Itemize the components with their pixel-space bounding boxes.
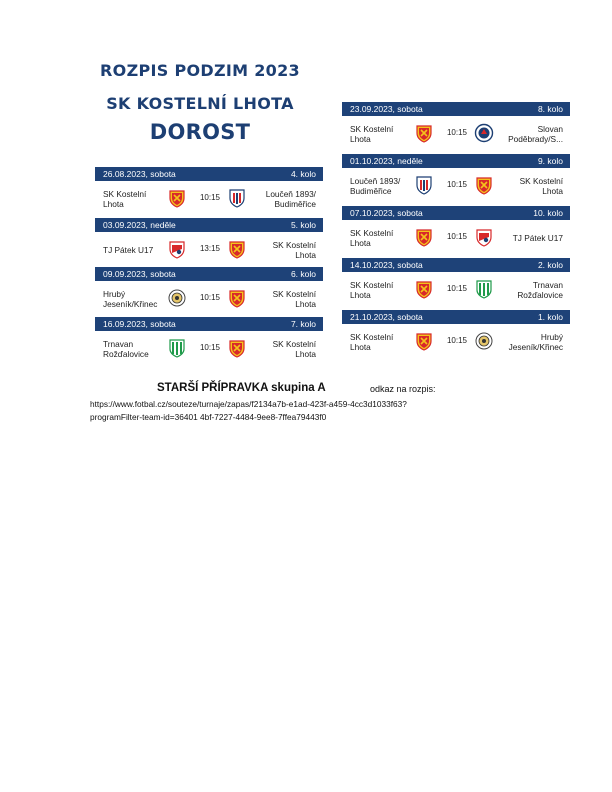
match-round: 8. kolo (537, 104, 563, 114)
match-round: 9. kolo (537, 156, 563, 166)
away-team (248, 281, 316, 316)
home-team-name-line: Lhota (103, 198, 124, 209)
loucen-logo (227, 188, 247, 208)
tj-patek-logo (167, 239, 187, 259)
note-link-label: odkaz na rozpis: (370, 384, 436, 394)
home-team-name-line: SK Kostelní (103, 188, 147, 199)
sk-kostelni-lhota-logo (414, 331, 434, 351)
away-team-name-line: Lhota (295, 298, 316, 309)
match-date: 21.10.2023, sobota (350, 312, 423, 322)
home-team-name-line: Jeseník/Křinec (103, 298, 158, 309)
home-team-name-line: Hrubý (103, 288, 126, 299)
match-header-bar (342, 154, 570, 168)
match-date: 07.10.2023, sobota (350, 208, 423, 218)
home-team-name-line: SK Kostelní (350, 279, 394, 290)
away-team-name-line: SK Kostelní (519, 175, 563, 186)
home-team-name-line: Trnavan (103, 338, 134, 349)
home-team (350, 168, 412, 203)
away-team-name-line: Lhota (542, 185, 563, 196)
home-team-name-line: Rožďalovice (103, 348, 149, 359)
tj-patek-logo (474, 227, 494, 247)
away-team-name-line: Lhota (295, 249, 316, 260)
match-header-bar (95, 167, 323, 181)
home-team-name-line: Lhota (350, 133, 371, 144)
home-team (350, 116, 412, 151)
away-team-name-line: TJ Pátek U17 (512, 232, 563, 243)
match-header-bar (342, 206, 570, 220)
sk-kostelni-lhota-logo (227, 288, 247, 308)
kickoff-time: 10:15 (446, 128, 468, 137)
sk-kostelni-lhota-logo (414, 123, 434, 143)
home-team-name-line: TJ Pátek U17 (103, 244, 154, 255)
home-team-name-line: Lhota (350, 237, 371, 248)
match-card (95, 218, 323, 267)
away-team-name-line: SK Kostelní (272, 288, 316, 299)
match-date: 01.10.2023, neděle (350, 156, 423, 166)
home-team-name-line: Lhota (350, 341, 371, 352)
match-date: 23.09.2023, sobota (350, 104, 423, 114)
match-round: 6. kolo (290, 269, 316, 279)
sk-kostelni-lhota-logo (474, 175, 494, 195)
match-body (95, 181, 323, 216)
match-card (342, 206, 570, 255)
match-header-bar (95, 267, 323, 281)
home-team (350, 272, 412, 307)
match-card (342, 102, 570, 151)
home-team-name-line: SK Kostelní (350, 227, 394, 238)
sk-kostelni-lhota-logo (414, 227, 434, 247)
away-team (495, 324, 563, 359)
home-team (350, 220, 412, 255)
match-header-bar (342, 258, 570, 272)
match-header-bar (342, 310, 570, 324)
page-title-line2: SK KOSTELNÍ LHOTA (106, 94, 294, 113)
sk-kostelni-lhota-logo (414, 279, 434, 299)
match-body (95, 331, 323, 366)
trnavan-logo (474, 279, 494, 299)
home-team-name-line: Budiměřice (350, 185, 392, 196)
away-team (495, 272, 563, 307)
match-round: 10. kolo (533, 208, 563, 218)
match-header-bar (95, 317, 323, 331)
match-card (342, 154, 570, 203)
match-card (95, 167, 323, 216)
away-team-name-line: SK Kostelní (272, 338, 316, 349)
away-team-name-line: SK Kostelní (272, 239, 316, 250)
match-card (95, 317, 323, 366)
away-team-name-line: Rožďalovice (517, 289, 563, 300)
home-team (103, 181, 165, 216)
home-team (103, 232, 165, 267)
kickoff-time: 10:15 (446, 232, 468, 241)
match-card (342, 310, 570, 359)
match-body (342, 272, 570, 307)
away-team (248, 181, 316, 216)
sk-kostelni-lhota-logo (167, 188, 187, 208)
away-team-name-line: Budiměřice (274, 198, 316, 209)
match-round: 7. kolo (290, 319, 316, 329)
match-date: 03.09.2023, neděle (103, 220, 176, 230)
kickoff-time: 10:15 (199, 193, 221, 202)
note-title: STARŠÍ PŘÍPRAVKA skupina A (157, 382, 326, 394)
match-body (342, 168, 570, 203)
match-round: 5. kolo (290, 220, 316, 230)
kickoff-time: 10:15 (446, 180, 468, 189)
match-date: 09.09.2023, sobota (103, 269, 176, 279)
away-team (495, 220, 563, 255)
sk-kostelni-lhota-logo (227, 338, 247, 358)
match-date: 26.08.2023, sobota (103, 169, 176, 179)
match-body (95, 232, 323, 267)
page-title-line1: ROZPIS PODZIM 2023 (100, 61, 300, 80)
note-url-line1[interactable]: https://www.fotbal.cz/souteze/turnaje/zapas/f2134a7b-e1ad-423f-a459-4cc3d1033f63? (90, 399, 407, 409)
hruby-jesenik-logo (167, 288, 187, 308)
match-card (95, 267, 323, 316)
match-date: 14.10.2023, sobota (350, 260, 423, 270)
kickoff-time: 10:15 (446, 284, 468, 293)
home-team-name-line: SK Kostelní (350, 331, 394, 342)
match-body (342, 116, 570, 151)
away-team (248, 232, 316, 267)
match-body (95, 281, 323, 316)
match-header-bar (342, 102, 570, 116)
match-round: 1. kolo (537, 312, 563, 322)
away-team-name-line: Trnavan (532, 279, 563, 290)
kickoff-time: 13:15 (199, 244, 221, 253)
away-team-name-line: Poděbrady/S... (508, 133, 563, 144)
away-team (248, 331, 316, 366)
away-team-name-line: Slovan (537, 123, 563, 134)
kickoff-time: 10:15 (446, 336, 468, 345)
trnavan-logo (167, 338, 187, 358)
home-team (350, 324, 412, 359)
slovan-logo (474, 123, 494, 143)
match-header-bar (95, 218, 323, 232)
page-title-line3: DOROST (149, 120, 251, 144)
loucen-logo (414, 175, 434, 195)
sk-kostelni-lhota-logo (227, 239, 247, 259)
match-card (342, 258, 570, 307)
kickoff-time: 10:15 (199, 293, 221, 302)
match-body (342, 324, 570, 359)
home-team-name-line: Lhota (350, 289, 371, 300)
match-round: 2. kolo (537, 260, 563, 270)
match-round: 4. kolo (290, 169, 316, 179)
match-date: 16.09.2023, sobota (103, 319, 176, 329)
home-team (103, 281, 165, 316)
away-team-name-line: Lhota (295, 348, 316, 359)
match-body (342, 220, 570, 255)
away-team-name-line: Hrubý (540, 331, 563, 342)
away-team-name-line: Jeseník/Křinec (508, 341, 563, 352)
away-team (495, 116, 563, 151)
away-team (495, 168, 563, 203)
note-url-line2[interactable]: programFilter-team-id=36401 4bf-7227-4484-9ee8-7ffea79443f0 (90, 412, 327, 422)
home-team-name-line: Loučeň 1893/ (350, 175, 401, 186)
kickoff-time: 10:15 (199, 343, 221, 352)
hruby-jesenik-logo (474, 331, 494, 351)
home-team-name-line: SK Kostelní (350, 123, 394, 134)
home-team (103, 331, 165, 366)
away-team-name-line: Loučeň 1893/ (265, 188, 316, 199)
